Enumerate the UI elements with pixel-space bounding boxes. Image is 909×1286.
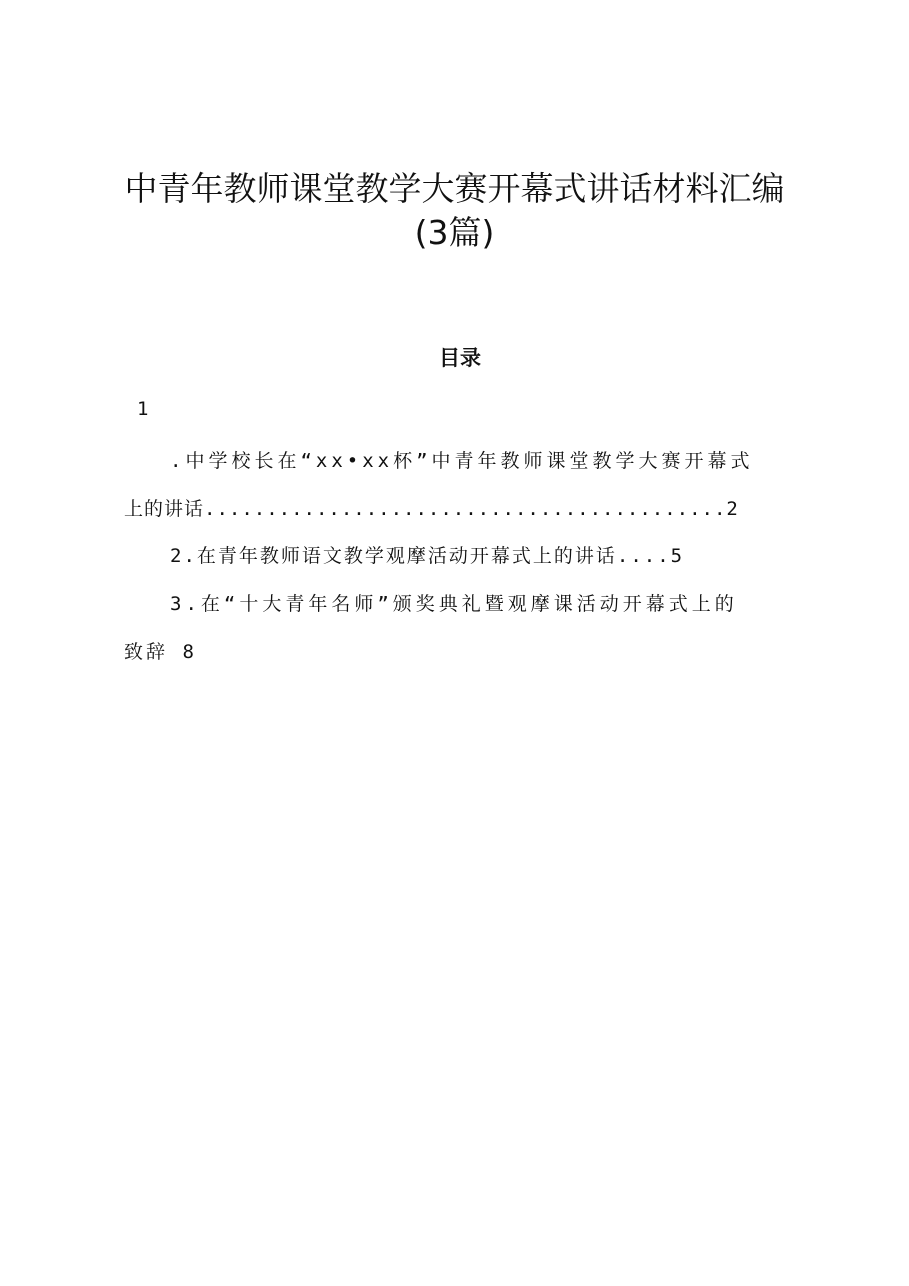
toc-item-1-line-2[interactable]: 上的讲话..........................................2 bbox=[124, 498, 739, 520]
toc-item-3-line-2[interactable]: 致辞 8 bbox=[124, 641, 197, 663]
toc-item-1-number: 1 bbox=[137, 398, 149, 420]
toc-item-1-line-1[interactable]: .中学校长在“xx•xx杯”中青年教师课堂教学大赛开幕式 bbox=[170, 450, 754, 472]
toc-item-3-line-1[interactable]: 3.在“十大青年名师”颁奖典礼暨观摩课活动开幕式上的 bbox=[170, 593, 738, 615]
toc-item-2[interactable]: 2.在青年教师语文教学观摩活动开幕式上的讲话....5 bbox=[170, 545, 685, 567]
toc-heading: 目录 bbox=[439, 346, 481, 370]
document-title-count: (3篇) bbox=[414, 213, 495, 252]
document-title: 中青年教师课堂教学大赛开幕式讲话材料汇编 bbox=[124, 169, 785, 208]
